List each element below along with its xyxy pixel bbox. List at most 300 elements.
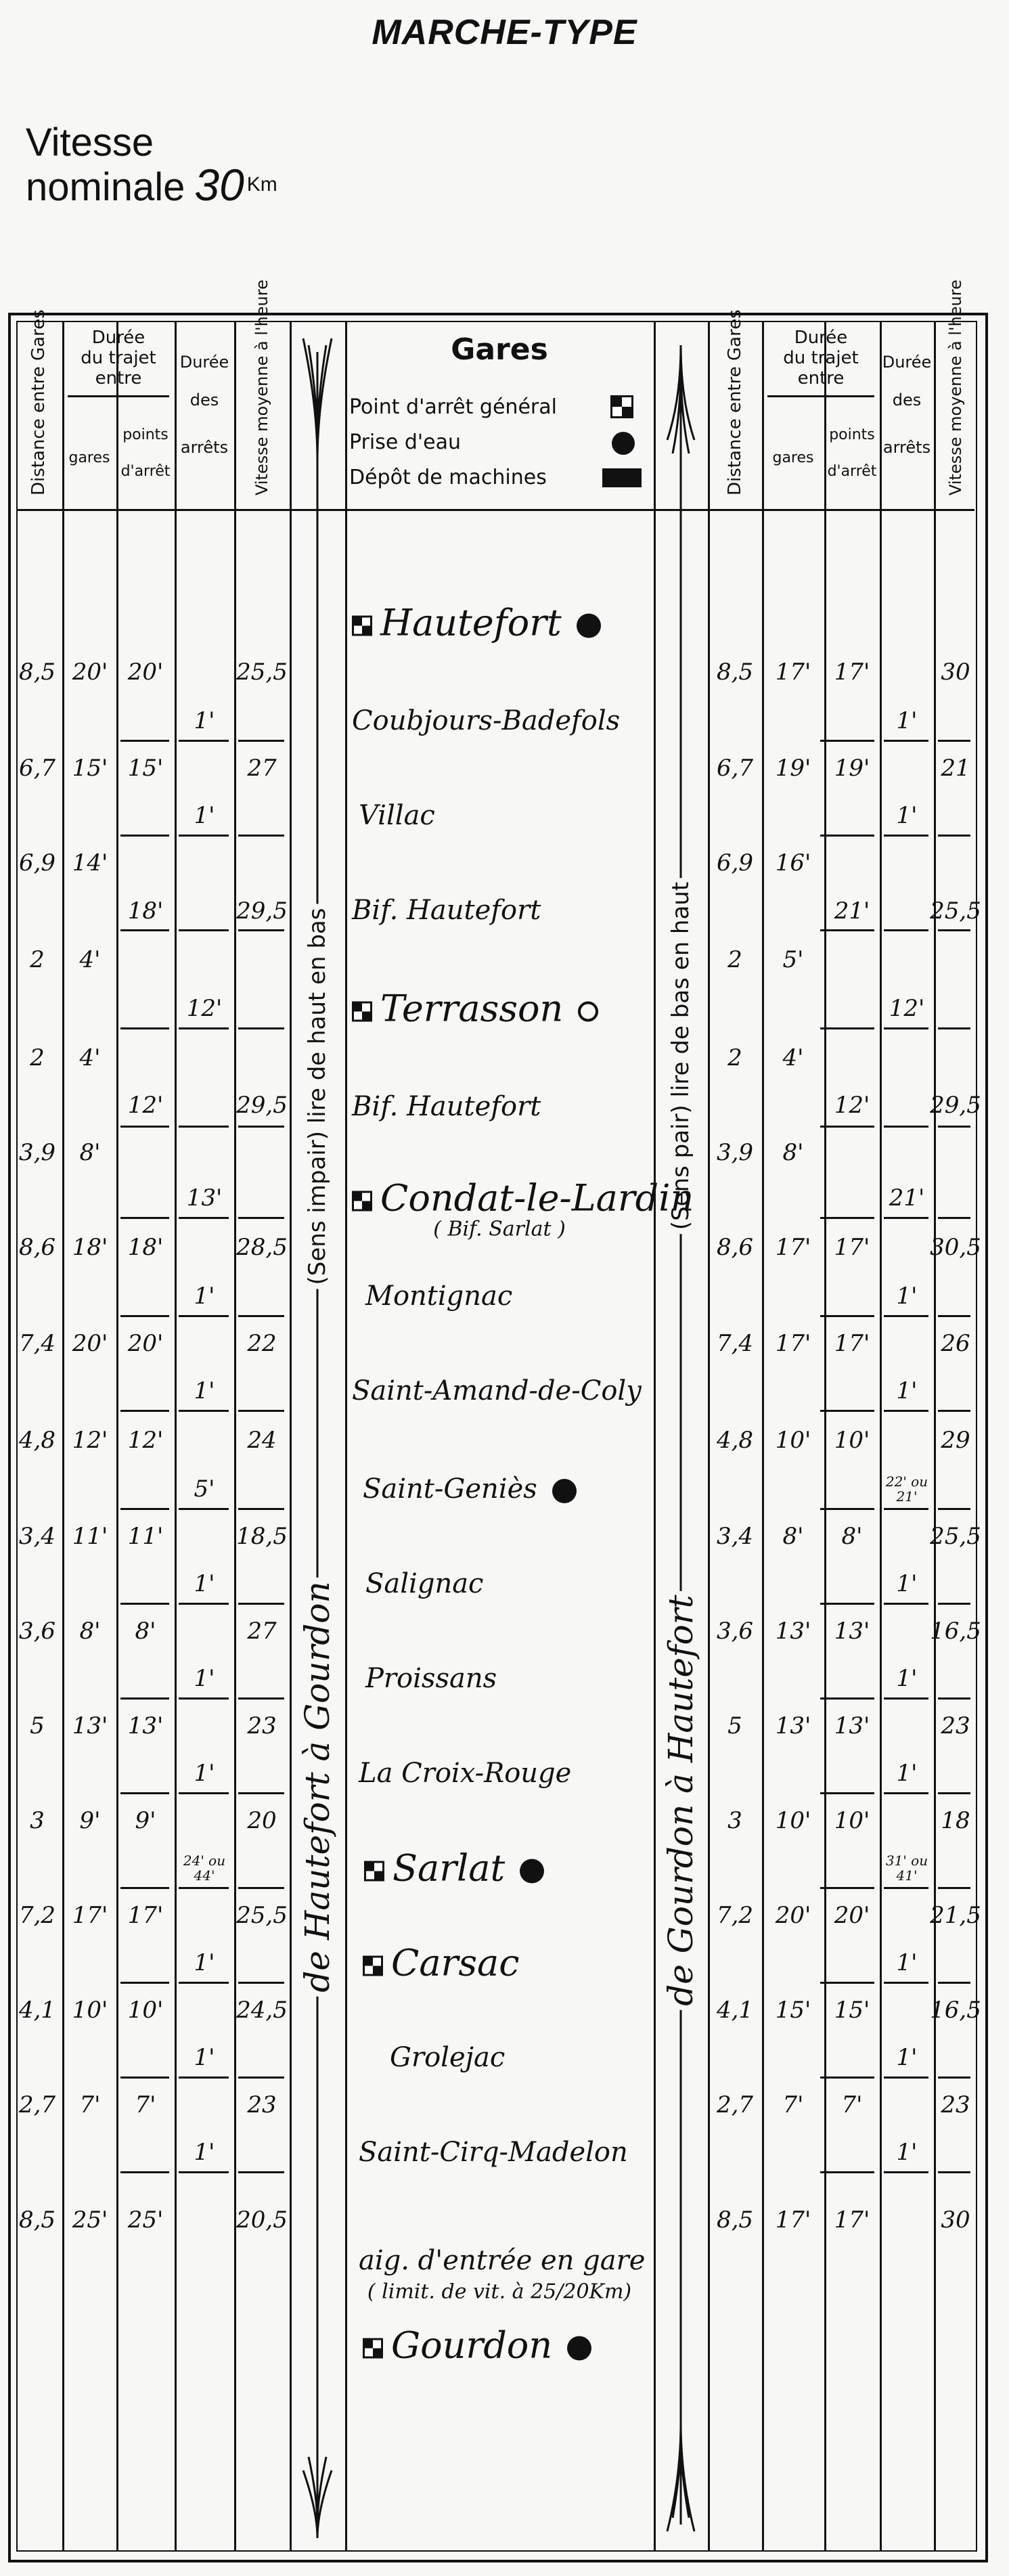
stop-duration-cell: 12' <box>889 995 925 1022</box>
row-separator <box>884 2171 928 2173</box>
row-separator <box>820 835 874 837</box>
row-separator <box>820 1887 874 1889</box>
points-time-cell: 10' <box>127 1997 164 2024</box>
speed-value: 30 <box>194 160 244 210</box>
points-time-cell: 12' <box>127 1426 164 1454</box>
col-divider <box>708 321 710 2550</box>
station-name <box>359 1758 571 1789</box>
station-note: ( Bif. Sarlat ) <box>433 1217 566 1241</box>
points-time-cell: 20' <box>127 1330 164 1357</box>
gares-time-cell: 8' <box>79 1618 101 1645</box>
speed-cell: 30 <box>941 2206 970 2234</box>
points-time-cell: 10' <box>834 1807 870 1834</box>
station-name <box>352 895 541 926</box>
header-duree-right: Durée du trajet entre <box>783 328 859 388</box>
row-separator <box>938 1982 970 1984</box>
row-separator <box>238 835 284 837</box>
row-separator <box>884 1410 928 1412</box>
row-separator <box>938 1887 970 1889</box>
gares-time-cell: 10' <box>775 1426 811 1454</box>
distance-cell: 2 <box>727 1044 742 1071</box>
points-time-cell: 25' <box>127 2206 164 2234</box>
distance-cell: 3 <box>727 1807 742 1834</box>
station-label: Saint-Amand-de-Coly <box>352 1375 642 1406</box>
row-separator <box>884 1697 928 1700</box>
water-point-icon <box>552 1479 577 1503</box>
row-separator <box>938 1027 970 1029</box>
distance-cell: 6,9 <box>18 849 56 876</box>
points-time-cell: 18' <box>127 1233 164 1261</box>
row-separator <box>120 1126 169 1128</box>
stop-duration-cell: 24' ou 44' <box>183 1852 226 1884</box>
left-sense-label: (Sens impair) lire de haut en bas <box>301 904 334 1289</box>
row-separator <box>938 1508 970 1510</box>
station-label: Bif. Hautefort <box>352 1091 541 1122</box>
distance-cell: 4,1 <box>18 1997 56 2024</box>
gares-time-cell: 12' <box>72 1426 108 1454</box>
speed-cell: 22 <box>247 1330 277 1357</box>
points-time-cell: 17' <box>834 1233 870 1261</box>
row-separator <box>820 1697 874 1700</box>
station-name <box>363 1473 577 1505</box>
row-separator <box>938 929 970 931</box>
speed-cell: 24 <box>247 1426 277 1454</box>
distance-cell: 3,6 <box>716 1618 754 1645</box>
station-name <box>359 2137 628 2168</box>
stop-duration-cell: 1' <box>194 1283 215 1310</box>
gares-time-cell: 17' <box>775 1233 811 1261</box>
speed-cell: 29 <box>941 1426 970 1454</box>
speed-cell: 20 <box>247 1807 277 1834</box>
row-separator <box>120 835 169 837</box>
speed-cell: 29,5 <box>236 897 288 925</box>
distance-cell: 4,8 <box>716 1426 754 1454</box>
speed-label-line2: nominale <box>26 165 185 209</box>
header-points-right: points d'arrêt <box>827 426 877 480</box>
distance-cell: 7,2 <box>18 1902 56 1929</box>
stop-point-icon <box>352 616 372 636</box>
points-time-cell: 15' <box>834 1997 870 2024</box>
points-time-cell: 9' <box>135 1807 156 1834</box>
col-divider <box>934 321 936 2550</box>
points-time-cell: 13' <box>127 1712 164 1739</box>
speed-cell: 23 <box>941 1712 970 1739</box>
page-title: MARCHE-TYPE <box>372 13 637 52</box>
points-time-cell: 20' <box>127 658 164 686</box>
gares-time-cell: 7' <box>79 2091 101 2118</box>
row-separator <box>120 1887 169 1889</box>
row-separator <box>938 1315 970 1317</box>
speed-cell: 30 <box>941 658 970 686</box>
distance-cell: 7,4 <box>716 1330 754 1357</box>
header-gares-right: gares <box>772 449 814 466</box>
row-separator <box>179 2077 229 2079</box>
header-arrets-left: Durée des arrêts <box>179 353 229 457</box>
distance-cell: 5 <box>727 1712 742 1739</box>
stop-duration-cell: 5' <box>194 1475 215 1503</box>
gares-time-cell: 13' <box>72 1712 108 1739</box>
stop-duration-cell: 21' <box>889 1184 925 1212</box>
points-time-cell: 8' <box>841 1523 863 1550</box>
row-separator <box>820 1982 874 1984</box>
station-label: Villac <box>359 800 435 831</box>
speed-cell: 16,5 <box>930 1997 981 2024</box>
row-separator <box>179 1603 229 1605</box>
speed-cell: 29,5 <box>930 1091 981 1119</box>
station-label: Grolejac <box>390 2042 506 2073</box>
row-separator <box>884 2077 928 2079</box>
distance-cell: 8,6 <box>716 1233 754 1261</box>
distance-cell: 3,4 <box>18 1523 56 1550</box>
points-time-cell: 17' <box>834 658 870 686</box>
row-separator <box>238 1508 284 1510</box>
speed-cell: 27 <box>247 755 277 782</box>
row-separator <box>120 1603 169 1605</box>
station-name <box>352 1091 541 1122</box>
row-separator <box>820 929 874 931</box>
stop-duration-cell: 1' <box>896 802 918 829</box>
col-divider <box>175 321 177 2550</box>
speed-cell: 24,5 <box>236 1997 288 2024</box>
left-route-label: de Hautefort à Gourdon <box>295 1577 340 1996</box>
row-separator <box>938 2077 970 2079</box>
row-separator <box>884 1508 928 1510</box>
row-separator <box>820 1217 874 1219</box>
points-time-cell: 7' <box>841 2091 863 2118</box>
col-divider <box>116 321 118 2550</box>
stop-duration-cell: 1' <box>194 1665 215 1692</box>
row-separator <box>120 2077 169 2079</box>
row-separator <box>884 1315 928 1317</box>
row-separator <box>120 1217 169 1219</box>
header-vitesse-right: Vitesse moyenne à l'heure <box>946 280 965 495</box>
points-time-cell: 8' <box>135 1618 156 1645</box>
station-name <box>352 1375 642 1406</box>
distance-cell: 8,5 <box>716 2206 754 2234</box>
row-separator <box>120 1027 169 1029</box>
station-name <box>352 602 601 644</box>
stop-duration-cell: 1' <box>896 1949 918 1976</box>
header-duree-left: Durée du trajet entre <box>81 328 156 388</box>
row-separator <box>884 1792 928 1794</box>
speed-cell: 25,5 <box>236 1902 288 1929</box>
header-distance-right: Distance entre Gares <box>725 309 745 495</box>
row-separator <box>120 740 169 742</box>
col-divider <box>880 321 882 2550</box>
row-separator <box>120 2171 169 2173</box>
distance-cell: 6,9 <box>716 849 754 876</box>
distance-cell: 8,5 <box>18 658 56 686</box>
row-separator <box>238 1126 284 1128</box>
stop-duration-cell: 31' ou 41' <box>885 1852 928 1884</box>
distance-cell: 8,5 <box>716 658 754 686</box>
gares-time-cell: 10' <box>72 1997 108 2024</box>
header-distance-left: Distance entre Gares <box>28 309 49 495</box>
row-separator <box>884 740 928 742</box>
stop-duration-cell: 1' <box>896 2044 918 2071</box>
row-separator <box>179 1508 229 1510</box>
row-separator <box>884 1217 928 1219</box>
row-separator <box>238 929 284 931</box>
row-separator <box>820 1126 874 1128</box>
station-label: Terrasson <box>380 987 564 1030</box>
right-route-label: de Gourdon à Hautefort <box>658 1591 703 2009</box>
station-label: Hautefort <box>380 601 562 644</box>
row-separator <box>238 1697 284 1700</box>
gares-time-cell: 25' <box>72 2206 108 2234</box>
station-name <box>363 1942 519 1984</box>
row-separator <box>120 1410 169 1412</box>
row-separator <box>238 1792 284 1794</box>
col-divider <box>345 321 347 2550</box>
stop-duration-cell: 1' <box>896 1570 918 1597</box>
header-arrets-right: Durée des arrêts <box>882 353 932 457</box>
up-arrow-icon <box>654 325 708 2552</box>
gares-time-cell: 13' <box>775 1712 811 1739</box>
stop-duration-cell: 22' ou 21' <box>885 1473 928 1505</box>
speed-cell: 27 <box>247 1618 277 1645</box>
row-separator <box>884 1603 928 1605</box>
row-separator <box>938 835 970 837</box>
row-separator <box>179 1217 229 1219</box>
speed-cell: 25,5 <box>930 897 981 925</box>
distance-cell: 5 <box>30 1712 45 1739</box>
station-note: ( limit. de vit. à 25/20Km) <box>367 2280 632 2304</box>
row-separator <box>120 1315 169 1317</box>
points-time-cell: 11' <box>127 1523 164 1550</box>
gares-time-cell: 20' <box>775 1902 811 1929</box>
gares-time-cell: 8' <box>782 1138 804 1166</box>
row-separator <box>938 1217 970 1219</box>
gares-time-cell: 15' <box>72 755 108 782</box>
row-separator <box>179 1697 229 1700</box>
station-label: Montignac <box>365 1281 513 1312</box>
row-separator <box>120 1508 169 1510</box>
col-divider <box>824 321 826 2550</box>
points-time-cell: 15' <box>127 755 164 782</box>
speed-cell: 30,5 <box>930 1233 981 1261</box>
stop-duration-cell: 1' <box>896 707 918 734</box>
row-separator <box>238 1027 284 1029</box>
stop-duration-cell: 1' <box>194 707 215 734</box>
station-label: Saint-Geniès <box>363 1473 537 1505</box>
legend-depot-label: Dépôt de machines <box>349 466 547 489</box>
distance-cell: 7,2 <box>716 1902 754 1929</box>
row-separator <box>238 2077 284 2079</box>
station-name <box>365 1281 512 1312</box>
gares-time-cell: 20' <box>72 658 108 686</box>
stop-duration-cell: 1' <box>194 1949 215 1976</box>
speed-cell: 21,5 <box>930 1902 981 1929</box>
down-arrow-icon <box>290 325 345 2552</box>
gares-time-cell: 17' <box>775 2206 811 2234</box>
speed-cell: 18,5 <box>236 1523 288 1550</box>
stop-point-icon <box>363 1956 383 1976</box>
stop-duration-cell: 1' <box>896 1760 918 1787</box>
station-name <box>365 1663 497 1694</box>
row-separator <box>820 1410 874 1412</box>
station-label: Saint-Cirq-Madelon <box>359 2137 628 2168</box>
water-point-icon <box>567 2336 591 2361</box>
water-point-ring-icon <box>578 1002 598 1022</box>
gares-time-cell: 13' <box>775 1618 811 1645</box>
points-time-cell: 12' <box>127 1091 164 1119</box>
station-label: Bif. Hautefort <box>352 895 541 926</box>
water-point-icon <box>520 1859 544 1884</box>
row-separator <box>120 1792 169 1794</box>
speed-cell: 23 <box>247 2091 277 2118</box>
distance-cell: 3,9 <box>716 1138 754 1166</box>
distance-cell: 6,7 <box>716 755 754 782</box>
legend-water-icon <box>612 432 635 455</box>
station-label: Salignac <box>365 1568 484 1599</box>
row-separator <box>179 929 229 931</box>
distance-cell: 2,7 <box>716 2091 754 2118</box>
points-time-cell: 12' <box>834 1091 870 1119</box>
row-separator <box>884 1126 928 1128</box>
row-separator <box>238 1217 284 1219</box>
header-points-left: points d'arrêt <box>120 426 171 480</box>
row-separator <box>238 1410 284 1412</box>
row-separator <box>238 2171 284 2173</box>
row-separator <box>820 2171 874 2173</box>
stop-duration-cell: 13' <box>186 1184 223 1212</box>
gares-time-cell: 8' <box>782 1523 804 1550</box>
speed-cell: 25,5 <box>930 1523 981 1550</box>
station-name <box>364 1847 544 1890</box>
stop-duration-cell: 1' <box>896 1665 918 1692</box>
stop-duration-cell: 1' <box>896 1377 918 1404</box>
row-separator <box>179 1126 229 1128</box>
speed-cell: 18 <box>941 1807 970 1834</box>
station-label: Coubjours-Badefols <box>352 705 621 736</box>
gares-time-cell: 10' <box>775 1807 811 1834</box>
gares-time-cell: 17' <box>775 1330 811 1357</box>
stop-duration-cell: 1' <box>194 1377 215 1404</box>
distance-cell: 3,4 <box>716 1523 754 1550</box>
speed-cell: 25,5 <box>236 658 288 686</box>
stop-duration-cell: 1' <box>194 1570 215 1597</box>
points-time-cell: 17' <box>834 1330 870 1357</box>
stop-point-icon <box>352 1191 372 1212</box>
station-label: Gourdon <box>391 2324 553 2367</box>
station-label: aig. d'entrée en gare <box>359 2245 646 2276</box>
row-separator <box>179 2171 229 2173</box>
distance-cell: 6,7 <box>18 755 56 782</box>
distance-cell: 2 <box>30 946 45 973</box>
row-separator <box>179 1887 229 1889</box>
station-label: La Croix-Rouge <box>359 1758 572 1789</box>
speed-cell: 23 <box>941 2091 970 2118</box>
gares-time-cell: 19' <box>775 755 811 782</box>
speed-cell: 26 <box>941 1330 970 1357</box>
station-name <box>359 2245 645 2276</box>
row-separator <box>884 1982 928 1984</box>
row-separator <box>238 1982 284 1984</box>
gares-time-cell: 4' <box>79 1044 101 1071</box>
row-separator <box>938 740 970 742</box>
station-name <box>352 987 598 1030</box>
col-divider <box>62 321 64 2550</box>
distance-cell: 3 <box>30 1807 45 1834</box>
distance-cell: 2 <box>727 946 742 973</box>
header-gares-title: Gares <box>451 332 548 367</box>
stop-point-icon <box>363 2338 383 2359</box>
speed-cell: 21 <box>941 755 970 782</box>
row-separator <box>938 1410 970 1412</box>
row-separator <box>820 2077 874 2079</box>
gares-time-cell: 5' <box>782 946 804 973</box>
row-separator <box>120 929 169 931</box>
stop-duration-cell: 1' <box>896 1283 918 1310</box>
row-separator <box>238 1887 284 1889</box>
distance-cell: 2,7 <box>18 2091 56 2118</box>
row-separator <box>938 1603 970 1605</box>
speed-cell: 16,5 <box>930 1618 981 1645</box>
gares-time-cell: 4' <box>782 1044 804 1071</box>
stop-duration-cell: 12' <box>186 995 223 1022</box>
row-separator <box>179 1315 229 1317</box>
points-time-cell: 20' <box>834 1902 870 1929</box>
distance-cell: 4,1 <box>716 1997 754 2024</box>
distance-cell: 4,8 <box>18 1426 56 1454</box>
row-separator <box>884 1027 928 1029</box>
row-separator <box>179 740 229 742</box>
row-separator <box>179 1410 229 1412</box>
row-separator <box>238 1315 284 1317</box>
row-separator <box>238 1603 284 1605</box>
row-separator <box>884 929 928 931</box>
stop-duration-cell: 1' <box>194 802 215 829</box>
stop-point-icon <box>364 1861 384 1882</box>
station-name <box>363 2324 591 2367</box>
station-label: Sarlat <box>393 1846 506 1890</box>
gares-time-cell: 7' <box>782 2091 804 2118</box>
points-time-cell: 18' <box>127 897 164 925</box>
row-separator <box>938 1792 970 1794</box>
station-label: Carsac <box>391 1941 520 1984</box>
distance-cell: 3,9 <box>18 1138 56 1166</box>
speed-cell: 23 <box>247 1712 277 1739</box>
distance-cell: 7,4 <box>18 1330 56 1357</box>
row-separator <box>820 1792 874 1794</box>
legend-stop-label: Point d'arrêt général <box>349 395 557 419</box>
header-gares-left: gares <box>68 449 110 466</box>
row-separator <box>938 2171 970 2173</box>
points-time-cell: 13' <box>834 1618 870 1645</box>
station-label: Proissans <box>365 1663 497 1694</box>
row-separator <box>884 835 928 837</box>
speed-cell: 20,5 <box>236 2206 288 2234</box>
station-label: Condat-le-Lardin <box>380 1176 694 1220</box>
right-sense-label: (Sens pair) lire de bas en haut <box>665 878 697 1234</box>
station-name <box>359 800 435 831</box>
gares-time-cell: 8' <box>79 1138 101 1166</box>
row-separator <box>820 740 874 742</box>
header-vitesse-left: Vitesse moyenne à l'heure <box>252 280 271 495</box>
row-separator <box>179 1982 229 1984</box>
gares-time-cell: 9' <box>79 1807 101 1834</box>
stop-duration-cell: 1' <box>896 2139 918 2166</box>
gares-time-cell: 18' <box>72 1233 108 1261</box>
row-separator <box>884 1887 928 1889</box>
points-time-cell: 17' <box>834 2206 870 2234</box>
row-separator <box>179 1792 229 1794</box>
legend-water-label: Prise d'eau <box>349 430 461 454</box>
gares-time-cell: 4' <box>79 946 101 973</box>
speed-unit: Km <box>246 173 277 196</box>
points-time-cell: 13' <box>834 1712 870 1739</box>
